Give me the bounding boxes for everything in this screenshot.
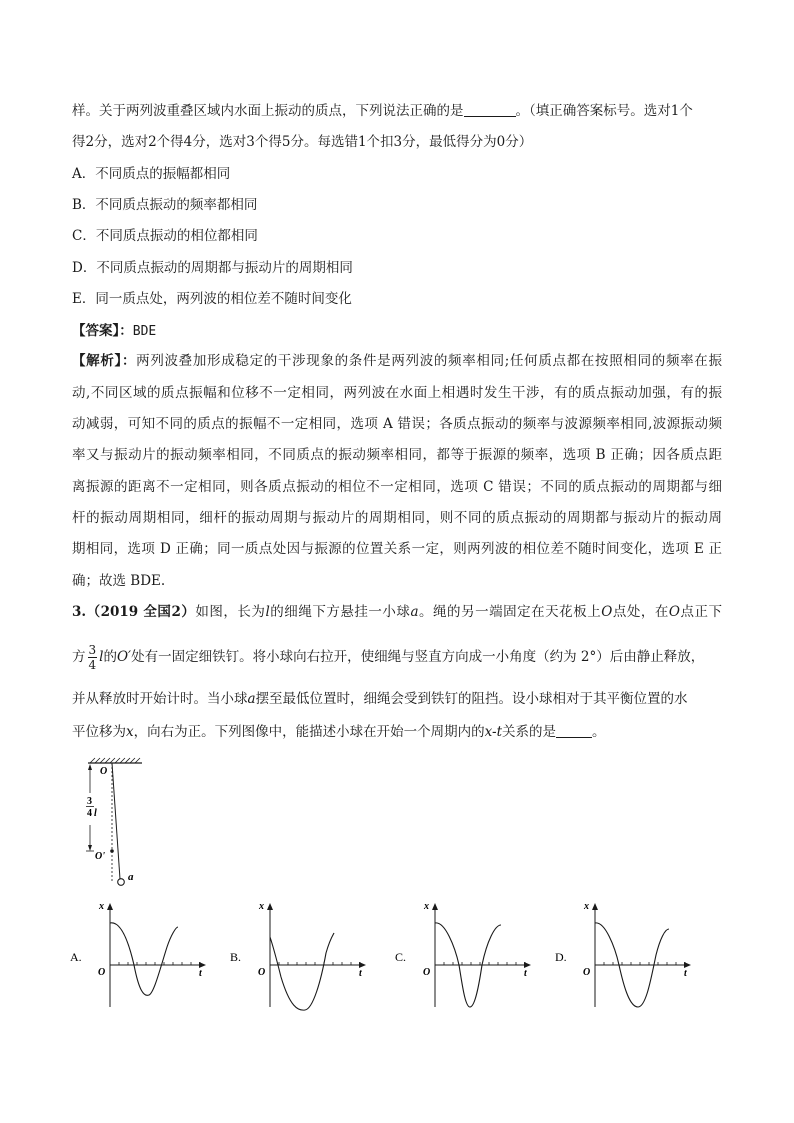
- axis-label-x: x: [99, 901, 104, 912]
- analysis-line-2: 动,不同区域的质点振幅和位移不一定相同，两列波在水面上相遇时发生干涉，有的质点振动加强，有的振: [72, 385, 722, 401]
- analysis-line-5: 离振源的距离不一定相同，则各质点振动的相位不一定相同，选项 C 错误；不同的质点振动的周期都与细: [72, 479, 722, 495]
- q3-line-3: 并从释放时开始计时。当小球a摆至最低位置时，细绳会受到铁钉的阻挡。设小球相对于其平衡位置的水: [72, 691, 688, 707]
- x-axis-arrow: [107, 903, 113, 910]
- label-three: 3: [87, 796, 92, 807]
- option-e: E．同一质点处，两列波的相位差不随时间变化: [72, 291, 352, 307]
- label-a: a: [128, 871, 134, 883]
- label-O-prime: O': [95, 851, 105, 862]
- option-d: D．不同质点振动的周期都与振动片的周期相同: [72, 260, 353, 276]
- analysis-line-7: 期相同，选项 D 正确；同一质点处因与振源的位置关系一定，则两列波的相位差不随时间变化，选项 E 正: [72, 541, 722, 557]
- origin-label: O: [423, 967, 431, 978]
- graph-option-a: [70, 895, 220, 1013]
- analysis-line-1: 【解析】：两列波叠加形成稳定的干涉现象的条件是两列波的频率相同;任何质点都在按照相同的频率在振: [72, 353, 722, 369]
- q2-stem-line-1: 样。关于两列波重叠区域内水面上振动的质点，下列说法正确的是 。（填正确答案标号。选对1个: [72, 103, 693, 119]
- option-label: A.: [70, 950, 82, 964]
- analysis-line-3: 动减弱，可知不同的质点的振幅不一定相同，选项 A 错误；各质点振动的频率与波源频率相同,波源振动频: [72, 416, 722, 432]
- label-O: O: [100, 766, 108, 777]
- answer-label: 【答案】：: [72, 323, 133, 339]
- option-label: C.: [395, 950, 407, 964]
- answer-value: BDE: [132, 324, 157, 339]
- option-c: C．不同质点振动的相位都相同: [72, 228, 258, 244]
- analysis-line-4: 率又与振动片的振动频率相同，不同质点的振动频率相同，都等于振源的频率，选项 B 正确；因各质点距: [72, 447, 722, 463]
- origin-label: O: [583, 967, 591, 978]
- origin-label: O: [98, 967, 106, 978]
- analysis-line-8: 确；故选 BDE.: [72, 573, 166, 589]
- axis-label-t: t: [199, 968, 202, 979]
- answer-blank: [464, 102, 516, 117]
- x-axis-arrow: [432, 903, 438, 910]
- q3-line-2: 方 $\frac{3}{4}$ l的O′处有一固定细铁钉。将小球向右拉开，使细绳与竖直方向成一小角度（约为 2°）后由静止释放，: [72, 643, 705, 672]
- option-label: D.: [555, 950, 567, 964]
- nail-dot: [110, 849, 114, 853]
- x-axis-arrow: [592, 903, 598, 910]
- question-number: 3.（2019 全国2）: [72, 604, 196, 620]
- q2-stem-line-2: 得2分，选对2个得4分，选对3个得5分。每选错1个扣3分，最低得分为0分）: [72, 134, 533, 150]
- string: [112, 763, 120, 879]
- q3-line-1: 3.（2019 全国2）如图，长为l的细绳下方悬挂一小球a。绳的另一端固定在天花板上O点处，在O点正下: [72, 604, 723, 620]
- ceiling: [88, 758, 142, 763]
- answer-blank: [556, 723, 592, 738]
- x-t-curve: [270, 933, 334, 1010]
- axis-label-t: t: [524, 968, 527, 979]
- analysis-label: 【解析】：: [72, 353, 137, 369]
- pendulum-figure: [78, 757, 148, 889]
- graph-option-d: [555, 895, 705, 1013]
- x-t-curve: [110, 923, 178, 996]
- label-l: l: [94, 808, 97, 819]
- fraction-three-quarters: $\frac{3}{4}$: [88, 643, 97, 672]
- axis-label-t: t: [359, 968, 362, 979]
- axis-label-x: x: [424, 901, 429, 912]
- graph-option-c: [395, 895, 545, 1013]
- option-label: B.: [230, 950, 242, 964]
- graph-option-b: [230, 895, 380, 1013]
- analysis-line-6: 杆的振动周期相同，细杆的振动周期与振动片的周期相同，则不同的质点振动的周期都与振动片的振动周: [72, 510, 722, 526]
- origin-label: O: [258, 967, 266, 978]
- axis-label-x: x: [259, 901, 264, 912]
- answer-line: [72, 321, 156, 342]
- axis-label-x: x: [584, 901, 589, 912]
- q3-line-4: 平位移为x，向右为正。下列图像中，能描述小球在开始一个周期内的x-t关系的是 。: [72, 724, 606, 740]
- option-b: B．不同质点振动的频率都相同: [72, 197, 258, 213]
- axis-label-t: t: [684, 968, 687, 979]
- x-axis-arrow: [267, 903, 273, 910]
- option-a: A．不同质点的振幅都相同: [72, 166, 231, 182]
- ball: [118, 879, 125, 886]
- label-four: 4: [87, 808, 92, 819]
